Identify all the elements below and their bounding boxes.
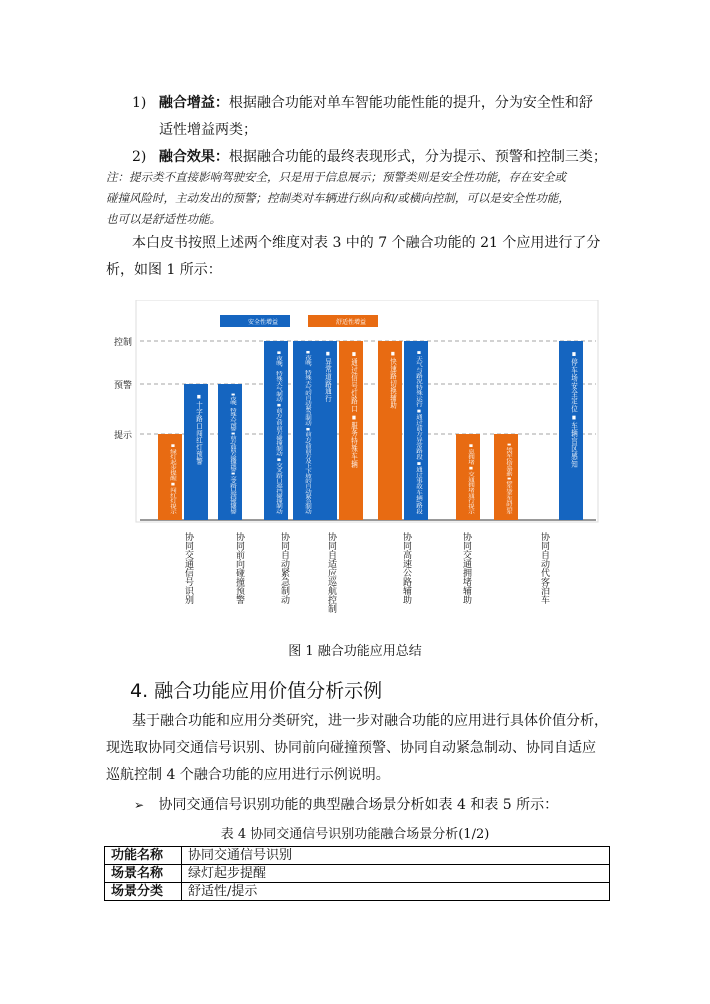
- body-line: 基于融合功能和应用分类研究，进一步对融合功能的应用进行具体价值分析，: [132, 713, 608, 729]
- table-value: 舒适性/提示: [182, 883, 610, 901]
- y-level-label: 控制: [114, 338, 133, 348]
- body-line: 现选取协同交通信号识别、协同前向碰撞预警、协同自动紧急制动、协同自适应: [106, 740, 596, 756]
- list-term: 融合效果：: [158, 149, 229, 165]
- list-text: 根据融合功能对单车智能功能性能的提升，分为安全性和舒: [228, 95, 593, 111]
- bar-label: ▪十字路口闯红灯预警: [195, 392, 203, 459]
- scene-table: [104, 846, 610, 901]
- bar-label: ▪停车场安全定位▪车辆盲区感知: [570, 349, 578, 450]
- x-category-label: 协同自适应巡航控制: [326, 532, 336, 613]
- note-line: 碰撞风险时，主动发出的预警；控制类对车辆进行纵向和/或横向控制，可以是安全性功能，: [106, 191, 570, 205]
- table-value: 绿灯起步提醒: [182, 865, 610, 883]
- list-item-1-cont: 适性增益两类；: [159, 122, 257, 138]
- note-line: 也可以是舒适性功能。: [106, 212, 221, 226]
- note-line: 注：提示类不直接影响驾驶安全，只是用于信息展示；预警类则是安全性功能，存在安全或: [106, 170, 566, 184]
- y-level-label: 提示: [114, 431, 133, 441]
- bar-label: ▪绿灯起步提醒▪闯红灯提示: [169, 442, 177, 530]
- legend-label: 舒适性增益: [336, 319, 367, 326]
- arrow-bullet-icon: ➢: [134, 798, 145, 812]
- list-item-1: [132, 90, 593, 117]
- bar-label: ▪快速路切换辅助: [389, 349, 397, 403]
- intro-line: 本白皮书按照上述两个维度对表 3 中的 7 个融合功能的 21 个应用进行了分: [132, 235, 601, 251]
- y-level-label: 预警: [114, 381, 133, 391]
- list-text: 根据融合功能的最终表现形式，分为提示、预警和控制三类；: [228, 149, 607, 165]
- table-title: 表 4 协同交通信号识别功能融合场景分析(1/2): [220, 827, 490, 842]
- bar-label: ▪夜晚、特殊天气制动▪前方/前前方碰撞制动▪交叉路口遮挡碰撞制动: [275, 349, 283, 558]
- x-category-label: 协同交通拥堵辅助: [461, 532, 471, 604]
- bar-label: ▪天气与路况特殊运行▪通过前方异常路段▪通过事故车辆/路段: [415, 349, 423, 538]
- table-key: 场景分类: [105, 883, 182, 901]
- bullet-text: 协同交通信号识别功能的典型融合场景分析如表 4 和表 5 所示：: [158, 797, 559, 813]
- table-key: 功能名称: [105, 847, 182, 865]
- x-category-label: 协同高速公路辅助: [401, 532, 411, 604]
- table-value: 协同交通信号识别: [182, 847, 610, 865]
- body-line: 巡航控制 4 个融合功能的应用进行示例说明。: [106, 767, 390, 783]
- table-row: [105, 883, 610, 901]
- list-number: 2): [132, 149, 147, 165]
- table-key: 场景名称: [105, 865, 182, 883]
- intro-line: 析，如图 1 所示：: [106, 262, 222, 278]
- table-row: [105, 865, 610, 883]
- table-row: [105, 847, 610, 865]
- bar-label: ▪夜晚、特殊天气的自动紧急制动▪前方/前前方及上下坡的自动紧急制动: [304, 349, 312, 563]
- bar-label: ▪异常道路通行: [324, 349, 332, 396]
- x-category-label: 协同自动紧急制动: [279, 532, 289, 604]
- x-category-label: 协同自动代客泊车: [539, 532, 549, 604]
- bullet-item: [134, 792, 558, 819]
- fusion-function-chart: [106, 300, 606, 625]
- section-heading: 4. 融合功能应用价值分析示例: [130, 680, 383, 702]
- legend-label: 安全性增益: [248, 319, 279, 326]
- bar-label: ▪通过信号灯路口▪服务特殊车辆: [350, 349, 358, 450]
- list-term: 融合增益：: [158, 95, 229, 111]
- x-category-label: 协同交通信号识别: [183, 532, 193, 604]
- list-number: 1): [132, 95, 147, 111]
- bar-label: ▪息拥堵▪交通拥堵通行提示: [467, 442, 475, 530]
- bar-label: ▪夜晚、特殊天气预警▪前方/前前方碰撞预警▪交叉路口遮挡碰撞预警: [229, 392, 237, 601]
- x-category-label: 协同前向碰撞预警: [234, 532, 244, 604]
- figure-caption: 图 1 融合功能应用总结: [288, 644, 422, 659]
- bar-label: ▪场内车位信息更新▪停车场多车同时泊车: [505, 442, 513, 569]
